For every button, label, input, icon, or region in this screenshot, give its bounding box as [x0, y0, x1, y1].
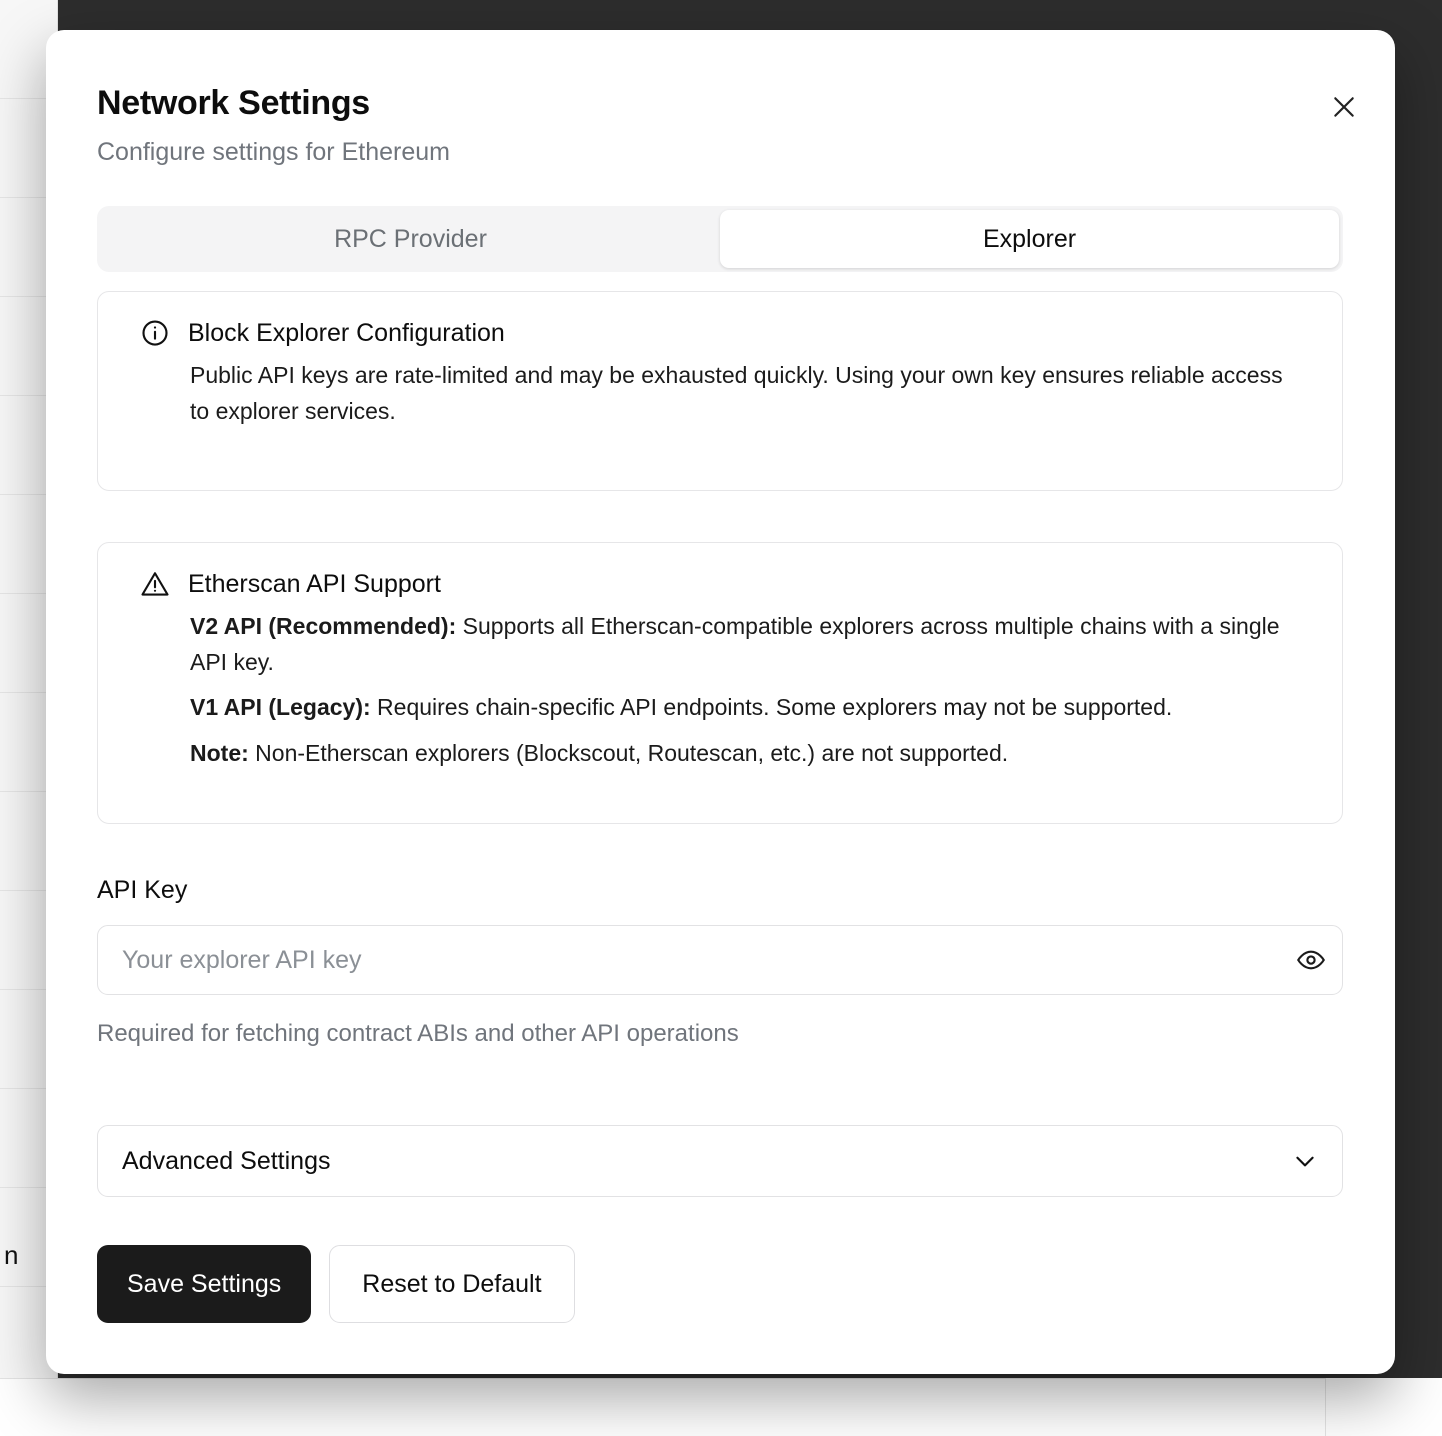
- dialog-title: Network Settings: [97, 84, 370, 122]
- eye-icon: [1296, 945, 1326, 975]
- info-card-body: [98, 348, 1342, 429]
- info-icon: [140, 318, 170, 348]
- warn-line: [190, 609, 1296, 680]
- chevron-down-icon: [1292, 1148, 1318, 1174]
- api-key-hint: Required for fetching contract ABIs and other API operations: [97, 1020, 739, 1047]
- warn-card-header: [98, 543, 1342, 599]
- dialog-footer: [97, 1245, 575, 1323]
- info-card-title: Block Explorer Configuration: [188, 318, 505, 347]
- warn-line-text: Supports all Etherscan-compatible explorers across multiple chains with a single API key.: [190, 613, 1280, 675]
- api-key-input[interactable]: [98, 946, 1280, 975]
- tab-explorer[interactable]: Explorer: [720, 210, 1339, 268]
- advanced-settings-label: Advanced Settings: [122, 1146, 331, 1175]
- warn-line-label: V1 API (Legacy):: [190, 694, 371, 721]
- info-card-text: Public API keys are rate-limited and may be exhausted quickly. Using your own key ensures reliable access to explorer services.: [190, 362, 1283, 424]
- warn-line-text: Requires chain-specific API endpoints. Some explorers may not be supported.: [370, 694, 1173, 721]
- warn-line-label: Note:: [190, 739, 249, 766]
- settings-tab-bar: [97, 206, 1343, 272]
- background-bottom-strip: [0, 1378, 1325, 1436]
- background-text-fragment: n: [4, 1240, 19, 1270]
- dialog-subtitle: Configure settings for Ethereum: [97, 138, 450, 166]
- warning-triangle-icon: [140, 569, 170, 599]
- api-key-label: API Key: [97, 876, 188, 904]
- warn-line: [190, 736, 1296, 772]
- warn-card-title: Etherscan API Support: [188, 569, 441, 598]
- tab-rpc-provider[interactable]: RPC Provider: [334, 224, 487, 253]
- block-explorer-info-card: [97, 291, 1343, 491]
- etherscan-api-support-card: [97, 542, 1343, 824]
- close-button[interactable]: [1323, 86, 1365, 128]
- network-settings-dialog: [46, 30, 1395, 1374]
- save-settings-button[interactable]: Save Settings: [97, 1245, 311, 1323]
- warn-line-label: V2 API (Recommended):: [190, 613, 457, 639]
- close-icon: [1331, 94, 1357, 120]
- advanced-settings-accordion[interactable]: [97, 1125, 1343, 1197]
- warn-card-body: [98, 599, 1342, 772]
- warn-line-text: Non-Etherscan explorers (Blockscout, Routescan, etc.) are not supported.: [248, 739, 1009, 766]
- api-key-input-wrapper: [97, 925, 1343, 995]
- background-bottom-right-cell: [1325, 1378, 1442, 1436]
- reset-to-default-button[interactable]: Reset to Default: [329, 1245, 574, 1323]
- warn-line: [190, 690, 1296, 726]
- toggle-visibility-button[interactable]: [1280, 929, 1342, 991]
- info-card-header: [98, 292, 1342, 348]
